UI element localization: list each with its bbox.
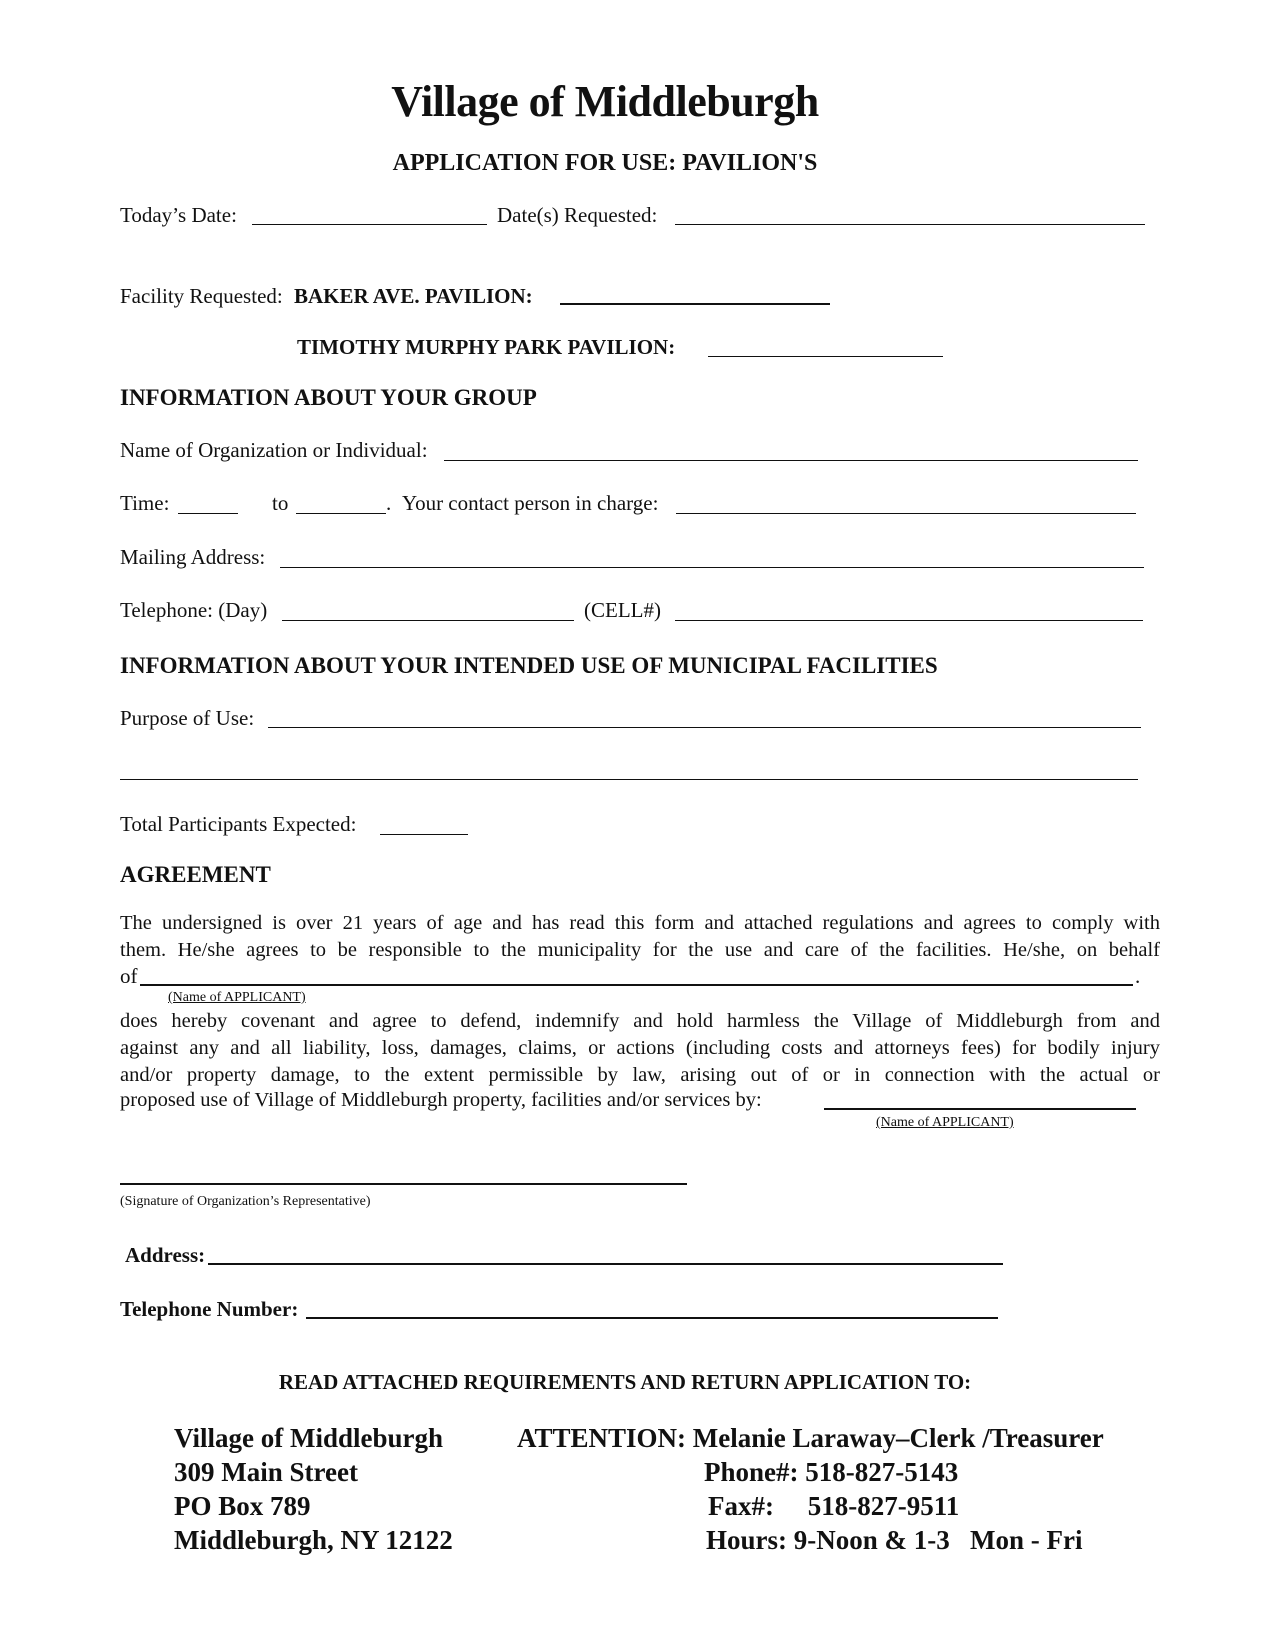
time-from-field[interactable]	[178, 513, 238, 514]
hours-line: Hours: 9-Noon & 1-3 Mon - Fri	[706, 1525, 1083, 1555]
purpose-field[interactable]	[268, 727, 1141, 728]
mailing-address-field[interactable]	[280, 567, 1144, 568]
purpose-label: Purpose of Use:	[120, 706, 255, 730]
time-to-field[interactable]	[296, 513, 386, 514]
cell-field[interactable]	[675, 620, 1143, 621]
document-subtitle: APPLICATION FOR USE: PAVILION'S	[392, 150, 818, 176]
todays-date-field[interactable]	[252, 224, 487, 225]
attention-line: ATTENTION: Melanie Laraway–Clerk /Treasurer	[517, 1423, 1104, 1453]
signature-field[interactable]	[120, 1183, 687, 1185]
rep-telephone-field[interactable]	[306, 1317, 998, 1319]
time-period: .	[386, 491, 392, 515]
applicant-name-field-2[interactable]	[824, 1108, 1136, 1110]
cell-label: (CELL#)	[584, 598, 661, 622]
document-title: Village of Middleburgh	[391, 77, 819, 126]
telephone-day-field[interactable]	[282, 620, 574, 621]
participants-field[interactable]	[380, 834, 468, 835]
agreement-line-3: does hereby covenant and agree to defend, indemnify and hold harmless the Village of Middleburgh from and	[120, 1010, 1160, 1032]
rep-address-field[interactable]	[208, 1263, 1003, 1265]
facility-requested-label	[120, 284, 533, 309]
of-label: of	[120, 964, 138, 988]
return-address-line-1: Village of Middleburgh	[174, 1423, 444, 1453]
timothy-murphy-pavilion-label: TIMOTHY MURPHY PARK PAVILION:	[297, 335, 676, 359]
rep-telephone-label: Telephone Number:	[120, 1297, 299, 1321]
telephone-day-label: Telephone: (Day)	[120, 598, 268, 622]
time-label: Time:	[120, 491, 170, 515]
agreement-line-1: The undersigned is over 21 years of age and has read this form and attached regulations and agrees to comply with	[120, 912, 1160, 934]
agreement-line-4: against any and all liability, loss, damages, claims, or actions (including costs and attorneys fees) for bodily injury	[120, 1037, 1160, 1059]
agreement-heading: AGREEMENT	[120, 862, 271, 887]
signature-caption: (Signature of Organization’s Representative)	[120, 1194, 371, 1209]
fax-line: Fax#: 518-827-9511	[708, 1491, 960, 1521]
phone-line: Phone#: 518-827-5143	[704, 1457, 959, 1487]
agreement-paragraph-2	[120, 1008, 1160, 1089]
return-address-line-2: 309 Main Street	[174, 1457, 358, 1487]
org-name-label: Name of Organization or Individual:	[120, 438, 428, 462]
of-period: .	[1135, 964, 1141, 988]
dates-requested-field[interactable]	[675, 224, 1145, 225]
return-address-line-4: Middleburgh, NY 12122	[174, 1525, 453, 1555]
participants-label: Total Participants Expected:	[120, 812, 357, 836]
rep-address-label: Address:	[125, 1243, 206, 1267]
group-info-heading: INFORMATION ABOUT YOUR GROUP	[120, 385, 537, 410]
agreement-paragraph-1	[120, 910, 1160, 964]
return-address-line-3: PO Box 789	[174, 1491, 311, 1521]
applicant-name-caption-1: (Name of APPLICANT)	[168, 990, 306, 1005]
mailing-address-label: Mailing Address:	[120, 545, 266, 569]
baker-ave-pavilion-field[interactable]	[560, 303, 830, 305]
purpose-field-line-2[interactable]	[120, 779, 1138, 780]
dates-requested-label: Date(s) Requested:	[497, 203, 658, 227]
intended-use-heading: INFORMATION ABOUT YOUR INTENDED USE OF MUNICIPAL FACILITIES	[120, 653, 938, 678]
applicant-name-caption-2: (Name of APPLICANT)	[876, 1115, 1014, 1130]
baker-ave-pavilion-label: BAKER AVE. PAVILION:	[293, 284, 533, 308]
time-to-label: to	[272, 491, 289, 515]
contact-person-field[interactable]	[676, 513, 1136, 514]
applicant-name-field-1[interactable]	[140, 984, 1133, 986]
todays-date-label: Today’s Date:	[120, 203, 237, 227]
agreement-line-2: them. He/she agrees to be responsible to the municipality for the use and care of the facilities. He/she, on behalf	[120, 939, 1160, 961]
return-instruction: READ ATTACHED REQUIREMENTS AND RETURN APPLICATION TO:	[278, 1370, 972, 1394]
agreement-line-5: and/or property damage, to the extent permissible by law, arising out of or in connection with the actual or	[120, 1064, 1160, 1086]
timothy-murphy-pavilion-field[interactable]	[708, 356, 943, 357]
contact-person-label: Your contact person in charge:	[402, 491, 659, 515]
org-name-field[interactable]	[444, 460, 1138, 461]
agreement-line-6: proposed use of Village of Middleburgh property, facilities and/or services by:	[120, 1089, 762, 1111]
facility-label-text: Facility Requested:	[120, 284, 283, 308]
